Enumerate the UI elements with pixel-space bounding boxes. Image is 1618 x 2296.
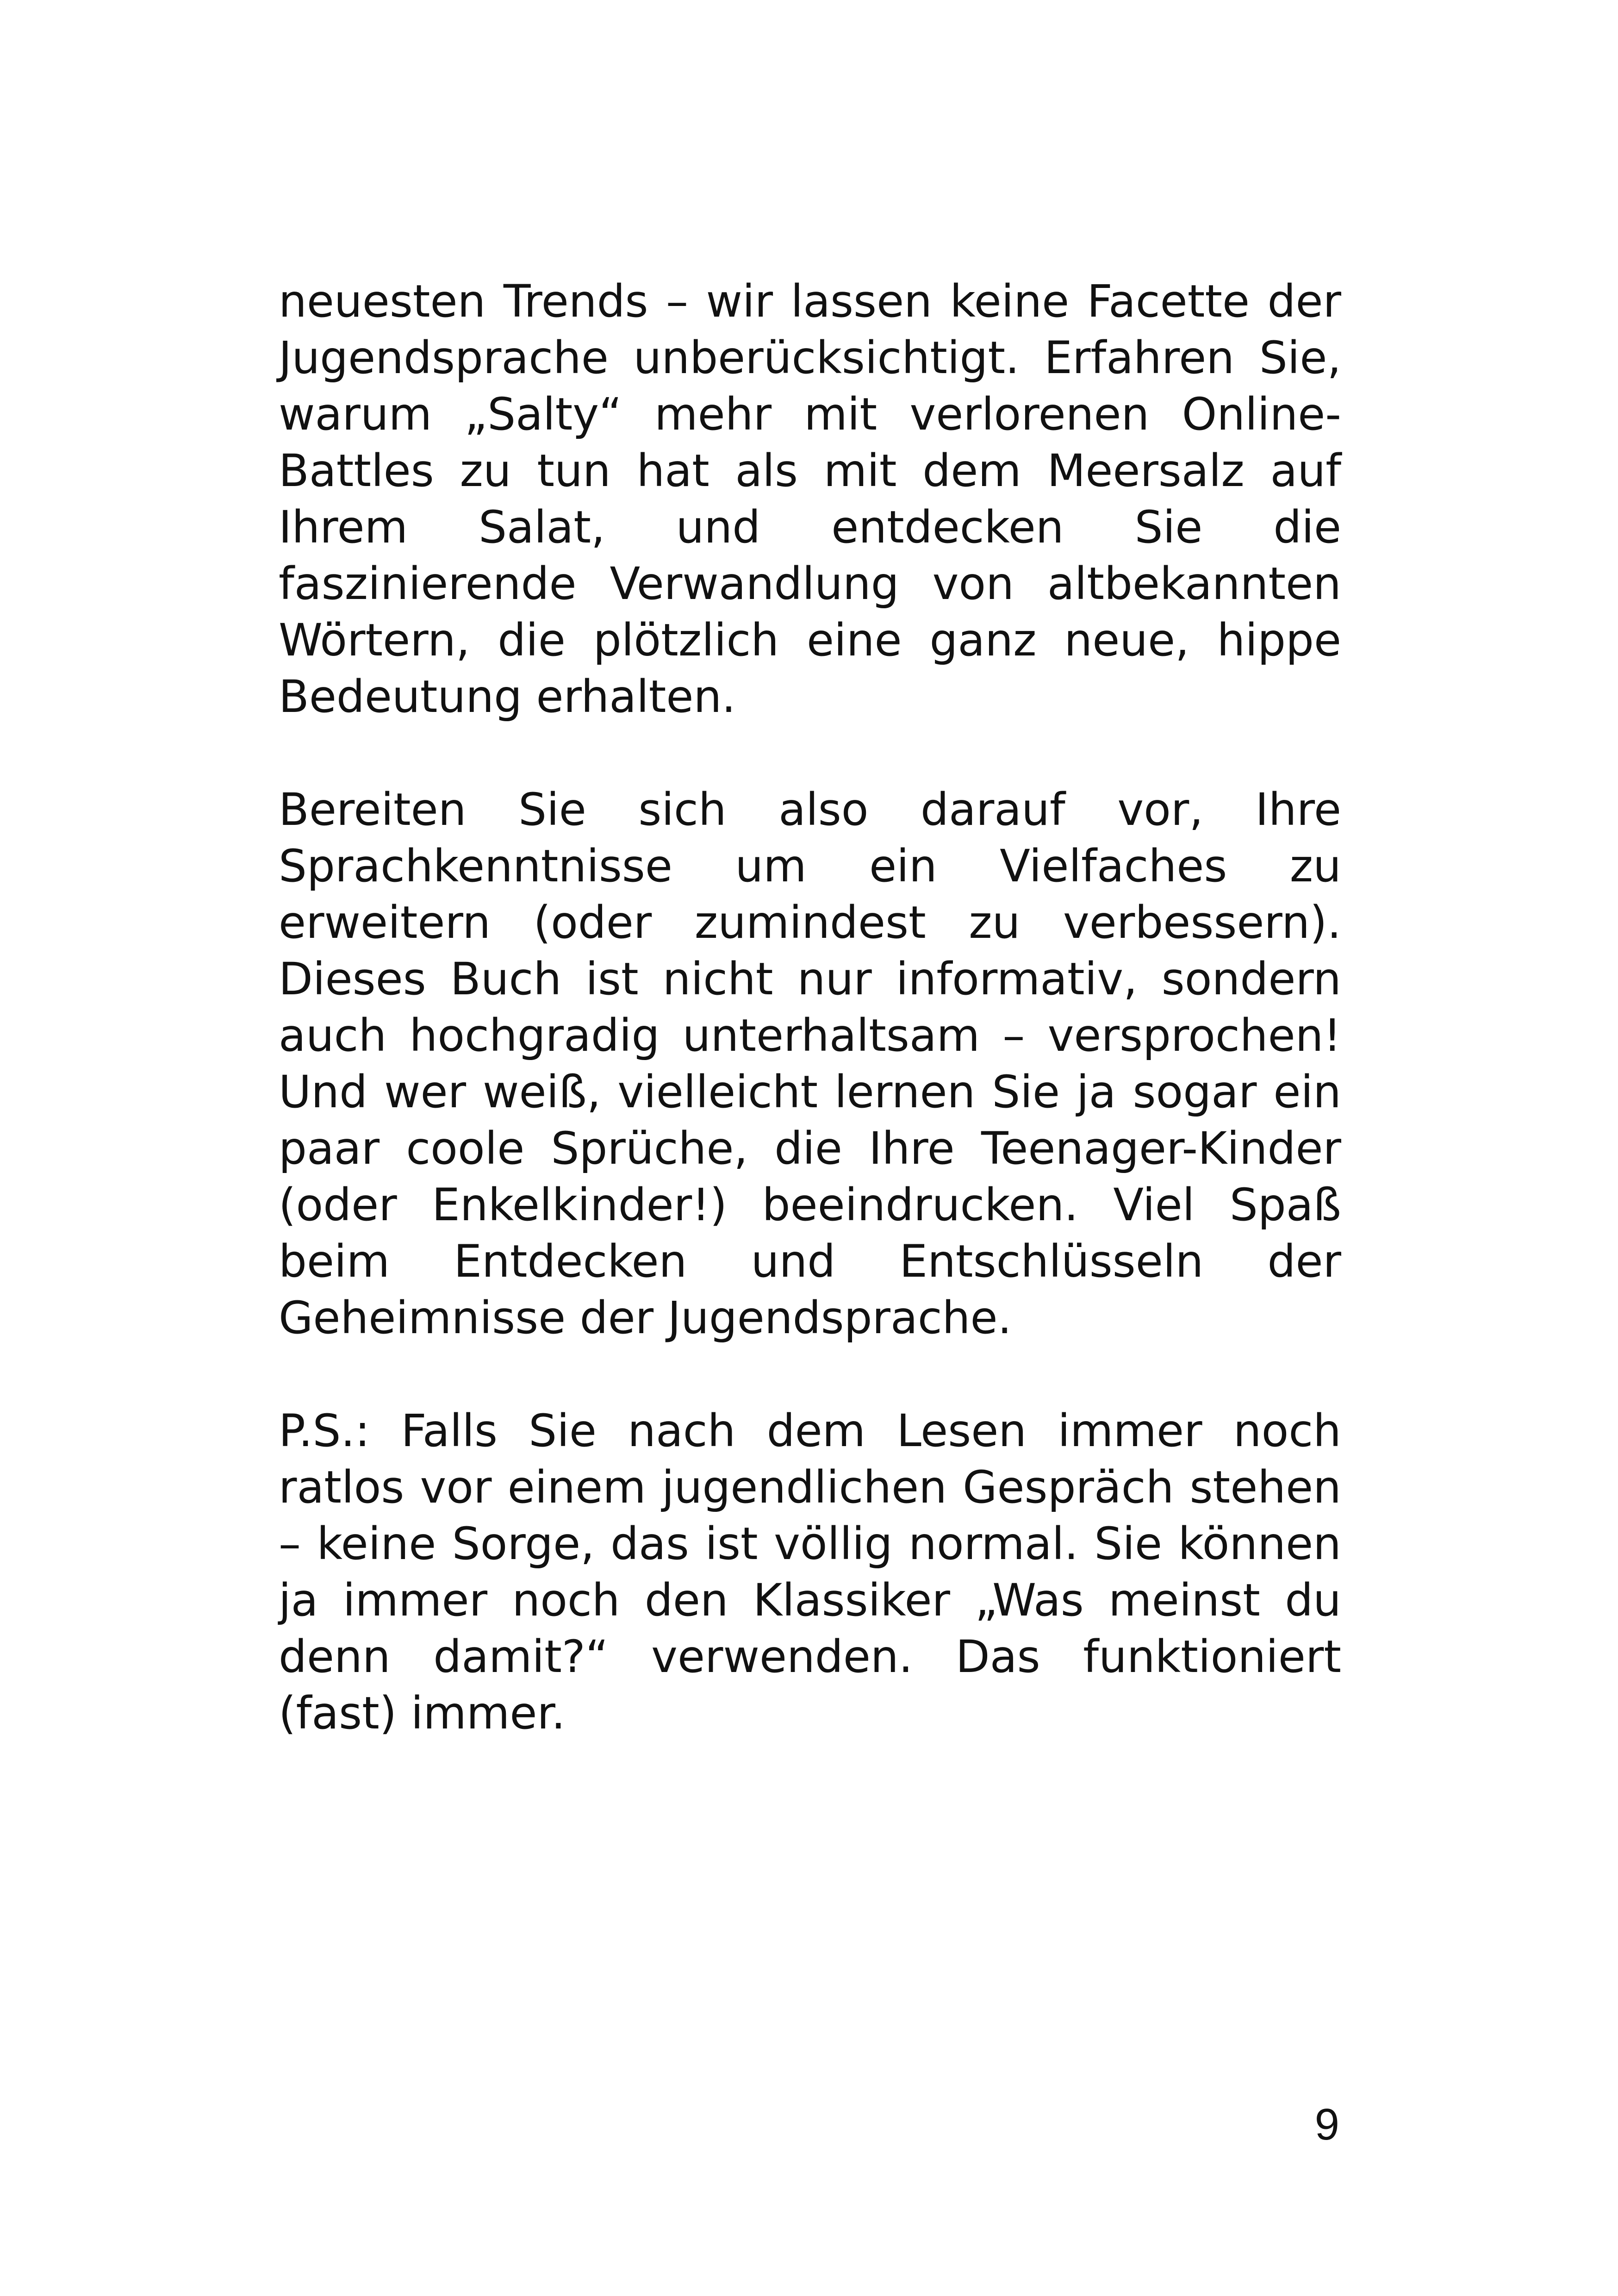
paragraph-preparation: Bereiten Sie sich also darauf vor, Ihre Sprachkenntnisse um ein Vielfaches zu erweitern (oder zumindest zu verbessern). Dieses Buch ist nicht nur informativ, sondern auch hochgradig unterhaltsam – versprochen! Und wer weiß, vielleicht lernen Sie ja sogar ein paar coole Sprüche, die Ihre Teenager-Kinder (oder Enkelkinder!) beeindrucken. Viel Spaß beim Entdecken und Entschlüsseln der Geheimnisse der Jugendsprache. [279,784,1341,1344]
paragraph-postscript: P.S.: Falls Sie nach dem Lesen immer noch ratlos vor einem jugendlichen Gespräch stehen – keine Sorge, das ist völlig normal. Sie können ja immer noch den Klassiker „Was meinst du denn damit?“ verwenden. Das funktioniert (fast) immer. [279,1405,1341,1739]
page-number: 9 [1314,2100,1339,2149]
body-text [279,273,1341,1741]
paragraph-intro-continuation: neuesten Trends – wir lassen keine Facette der Jugendsprache unberücksichtigt. Erfahren Sie, warum „Salty“ mehr mit verlorenen Online-Battles zu tun hat als mit dem Meersalz auf Ihrem Salat, und entdecken Sie die faszinierende Verwandlung von altbekannten Wörtern, die plötzlich eine ganz neue, hippe Bedeutung erhalten. [279,275,1341,723]
